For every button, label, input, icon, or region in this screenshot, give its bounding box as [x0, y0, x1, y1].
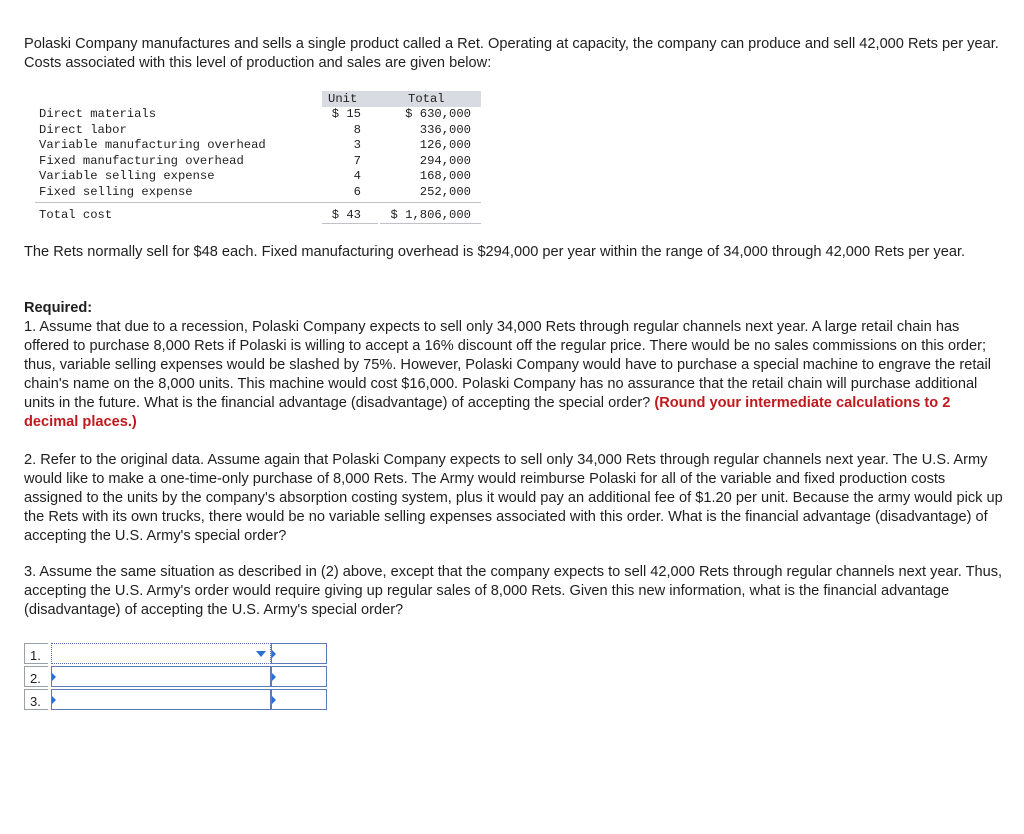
table-row: [35, 138, 481, 154]
table-row: [35, 185, 481, 203]
required-heading: Required:: [24, 300, 93, 316]
total-cost: 252,000: [419, 184, 471, 199]
answer-3-select[interactable]: [51, 689, 271, 710]
cost-label: Direct labor: [39, 122, 127, 137]
unit-cost: 8: [353, 122, 361, 137]
cost-label: Variable manufacturing overhead: [39, 138, 266, 152]
question-3: 3. Assume the same situation as described in (2) above, except that the company expects to sell 42,000 Rets through regular channels next year. Thus, accepting the U.S. Army's order would require giving up regular sales of 8,000 Rets. Given this new information, what is the financial advantage (disadvantage) of accepting the U.S. Army's special order?: [24, 564, 1003, 618]
cost-table: [35, 91, 481, 223]
total-row: [35, 203, 481, 223]
input-marker-icon: [272, 650, 276, 658]
table-row: [35, 154, 481, 170]
total-cost: $ 630,000: [405, 107, 471, 121]
answer-number: 3.: [24, 689, 48, 710]
unit-total: $ 43: [331, 207, 361, 222]
cost-label: Direct materials: [39, 107, 157, 121]
answer-grid: [24, 643, 328, 712]
total-column-header: Total: [408, 92, 445, 106]
unit-column-header: Unit: [328, 92, 358, 106]
table-row: [35, 107, 481, 123]
total-cost: 168,000: [419, 169, 471, 183]
cost-label: Fixed manufacturing overhead: [39, 153, 244, 168]
answer-2-amount-input[interactable]: [271, 666, 327, 687]
question-1: [24, 318, 1004, 432]
cost-table-header: [35, 91, 481, 107]
unit-cost: 7: [353, 153, 361, 168]
answer-1-amount-input[interactable]: [271, 643, 327, 664]
input-marker-icon: [52, 696, 56, 704]
cost-label: Variable selling expense: [39, 169, 215, 183]
total-cost: 336,000: [419, 122, 471, 137]
unit-cost: 6: [353, 184, 361, 199]
unit-cost: $ 15: [331, 107, 361, 121]
total-cost: 126,000: [419, 138, 471, 152]
input-marker-icon: [272, 696, 276, 704]
answer-number: 1.: [24, 643, 48, 664]
price-note: The Rets normally sell for $48 each. Fixed manufacturing overhead is $294,000 per year within the range of 34,000 through 42,000 Rets per year.: [24, 244, 966, 260]
answer-row: [24, 666, 328, 689]
answer-row: [24, 643, 328, 666]
rounding-instruction: (Round your intermediate calculations to 2 decimal places.): [24, 395, 951, 430]
total-cost: 294,000: [419, 153, 471, 168]
answer-row: [24, 689, 328, 712]
unit-cost: 4: [353, 169, 361, 183]
unit-cost: 3: [353, 138, 361, 152]
question-1-text: 1. Assume that due to a recession, Polaski Company expects to sell only 34,000 Rets through regular channels next year. A large retail chain has offered to purchase 8,000 Rets if Polaski is willing to accept a 16% discount off the regular price. There would be no sales commissions on this order; thus, variable selling expenses would be slashed by 75%. However, Polaski Company would have to purchase a special machine to engrave the retail chain's name on the 8,000 units. This machine would cost $16,000. Polaski Company has no assurance that the retail chain will purchase additional units in the future. What is the financial advantage (disadvantage) of accepting the special order?: [24, 319, 991, 411]
intro-paragraph: Polaski Company manufactures and sells a single product called a Ret. Operating at capacity, the company can produce and sell 42,000 Rets per year. Costs associated with this level of production and sales are given below:: [24, 36, 999, 71]
cost-label: Fixed selling expense: [39, 184, 193, 199]
grand-total: $ 1,806,000: [390, 207, 471, 222]
table-row: [35, 123, 481, 139]
total-cost-label: Total cost: [39, 207, 113, 222]
chevron-down-icon[interactable]: [256, 651, 266, 657]
input-marker-icon: [52, 673, 56, 681]
input-marker-icon: [272, 673, 276, 681]
answer-2-select[interactable]: [51, 666, 271, 687]
table-row: [35, 169, 481, 185]
answer-3-amount-input[interactable]: [271, 689, 327, 710]
answer-number: 2.: [24, 666, 48, 687]
answer-1-select[interactable]: [51, 643, 271, 664]
question-2: 2. Refer to the original data. Assume again that Polaski Company expects to sell only 34,000 Rets through regular channels next year. The U.S. Army would like to make a one-time-only purchase of 8,000 Rets. The Army would reimburse Polaski for all of the variable and fixed production costs assigned to the units by the company's absorption costing system, plus it would pay an additional fee of $1.20 per unit. Because the army would pick up the Rets with its own trucks, there would be no variable selling expenses associated with this order. What is the financial advantage (disadvantage) of accepting the U.S. Army's special order?: [24, 452, 1003, 544]
